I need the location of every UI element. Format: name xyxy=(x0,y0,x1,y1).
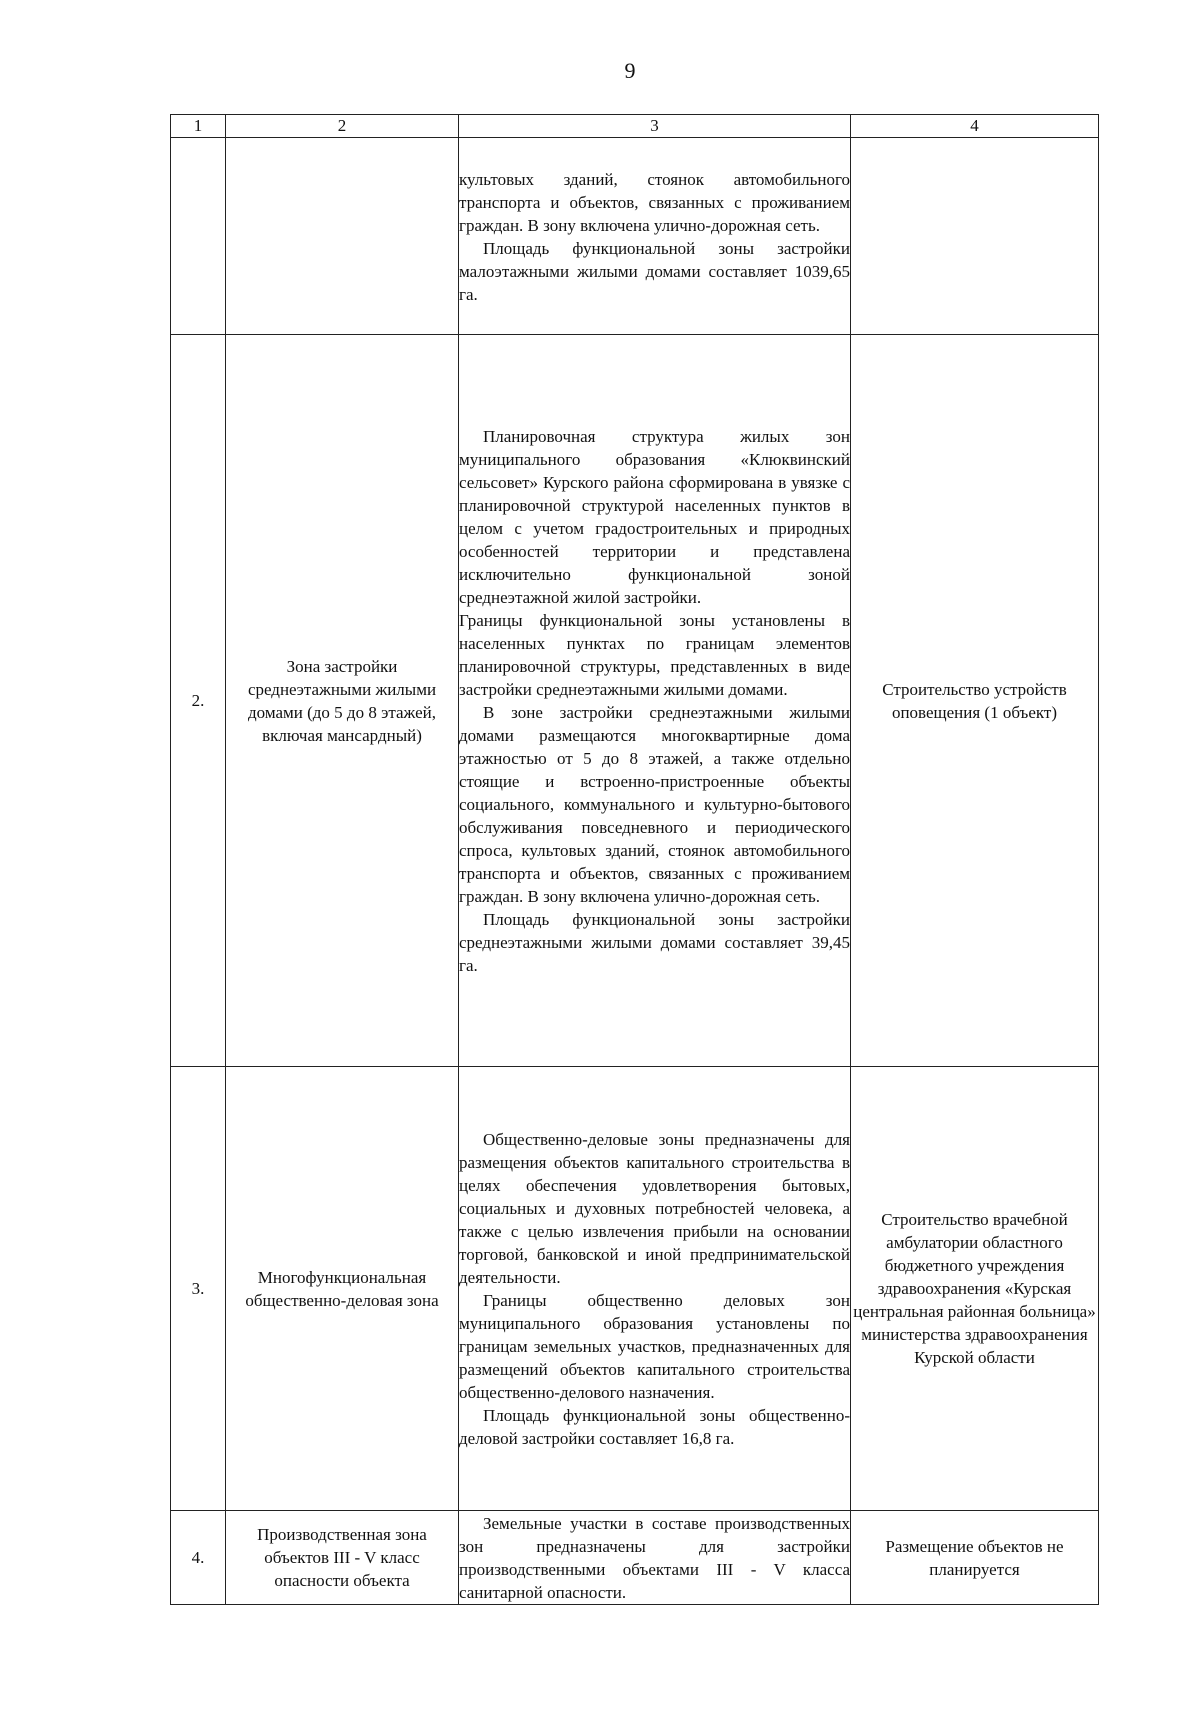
description-paragraph: Границы общественно деловых зон муниципального образования установлены по границам земельных участков, предназначенных для размещений объектов капитального строительства общественно-делового назначения. xyxy=(459,1291,850,1402)
row-number: 4. xyxy=(171,1511,226,1605)
zone-name: Многофункциональная общественно-деловая зона xyxy=(226,1067,459,1511)
table-row xyxy=(171,1067,1099,1511)
description-paragraph: Планировочная структура жилых зон муниципального образования «Клюквинский сельсовет» Курского района сформирована в увязке с планировочной структурой населенных пунктов в целом с учетом градостроительных и природных особенностей территории и представлена исключительно функциональной зоной среднеэтажной жилой застройки. xyxy=(459,427,850,607)
description-paragraph: Площадь функциональной зоны общественно-деловой застройки составляет 16,8 га. xyxy=(459,1406,850,1448)
description-paragraph: Площадь функциональной зоны застройки среднеэтажными жилыми домами составляет 39,45 га. xyxy=(459,910,850,975)
description-paragraph: Земельные участки в составе производственных зон предназначены для застройки производственными объектами III - V класса санитарной опасности. xyxy=(459,1514,850,1602)
zone-description xyxy=(459,1511,851,1605)
table-header-row xyxy=(171,115,1099,138)
description-paragraph: В зоне застройки среднеэтажными жилыми домами размещаются многоквартирные дома этажностью от 5 до 8 этажей, а также отдельно стоящие и встроенно-пристроенные объекты социального, коммунального и культурно-бытового обслуживания повседневного и периодического спроса, культовых зданий, стоянок автомобильного транспорта и объектов, связанных с проживанием граждан. В зону включена улично-дорожная сеть. xyxy=(459,703,850,906)
header-cell: 1 xyxy=(171,115,226,138)
planned-action: Размещение объектов не планируется xyxy=(851,1511,1099,1605)
planned-action xyxy=(851,138,1099,335)
table-row xyxy=(171,335,1099,1067)
description-paragraph: культовых зданий, стоянок автомобильного транспорта и объектов, связанных с проживанием граждан. В зону включена улично-дорожная сеть. xyxy=(459,169,850,235)
row-number xyxy=(171,138,226,335)
zone-name: Зона застройки среднеэтажными жилыми домами (до 5 до 8 этажей, включая мансардный) xyxy=(226,335,459,1067)
table-row xyxy=(171,1511,1099,1605)
header-cell: 4 xyxy=(851,115,1099,138)
description-paragraph: Общественно-деловые зоны предназначены для размещения объектов капитального строительства в целях обеспечения удовлетворения бытовых, социальных и духовных потребностей человека, а также с целью извлечения прибыли на основании торговой, банковской и иной предпринимательской деятельности. xyxy=(459,1130,850,1287)
table-row xyxy=(171,138,1099,335)
description-paragraph: Границы функциональной зоны установлены в населенных пунктах по границам элементов планировочной структуры, представленных в виде застройки среднеэтажными жилыми домами. xyxy=(459,611,850,699)
page-number: 9 xyxy=(624,58,636,83)
row-number: 3. xyxy=(171,1067,226,1511)
zone-description xyxy=(459,335,851,1067)
zone-name: Производственная зона объектов III - V класс опасности объекта xyxy=(226,1511,459,1605)
header-cell: 2 xyxy=(226,115,459,138)
header-cell: 3 xyxy=(459,115,851,138)
zone-name xyxy=(226,138,459,335)
description-paragraph: Площадь функциональной зоны застройки малоэтажными жилыми домами составляет 1039,65 га. xyxy=(459,238,850,304)
row-number: 2. xyxy=(171,335,226,1067)
zone-description xyxy=(459,1067,851,1511)
zones-table xyxy=(170,114,1099,1605)
zone-description xyxy=(459,138,851,335)
planned-action: Строительство врачебной амбулатории областного бюджетного учреждения здравоохранения «Курская центральная районная больница» министерства здравоохранения Курской области xyxy=(851,1067,1099,1511)
planned-action: Строительство устройств оповещения (1 объект) xyxy=(851,335,1099,1067)
